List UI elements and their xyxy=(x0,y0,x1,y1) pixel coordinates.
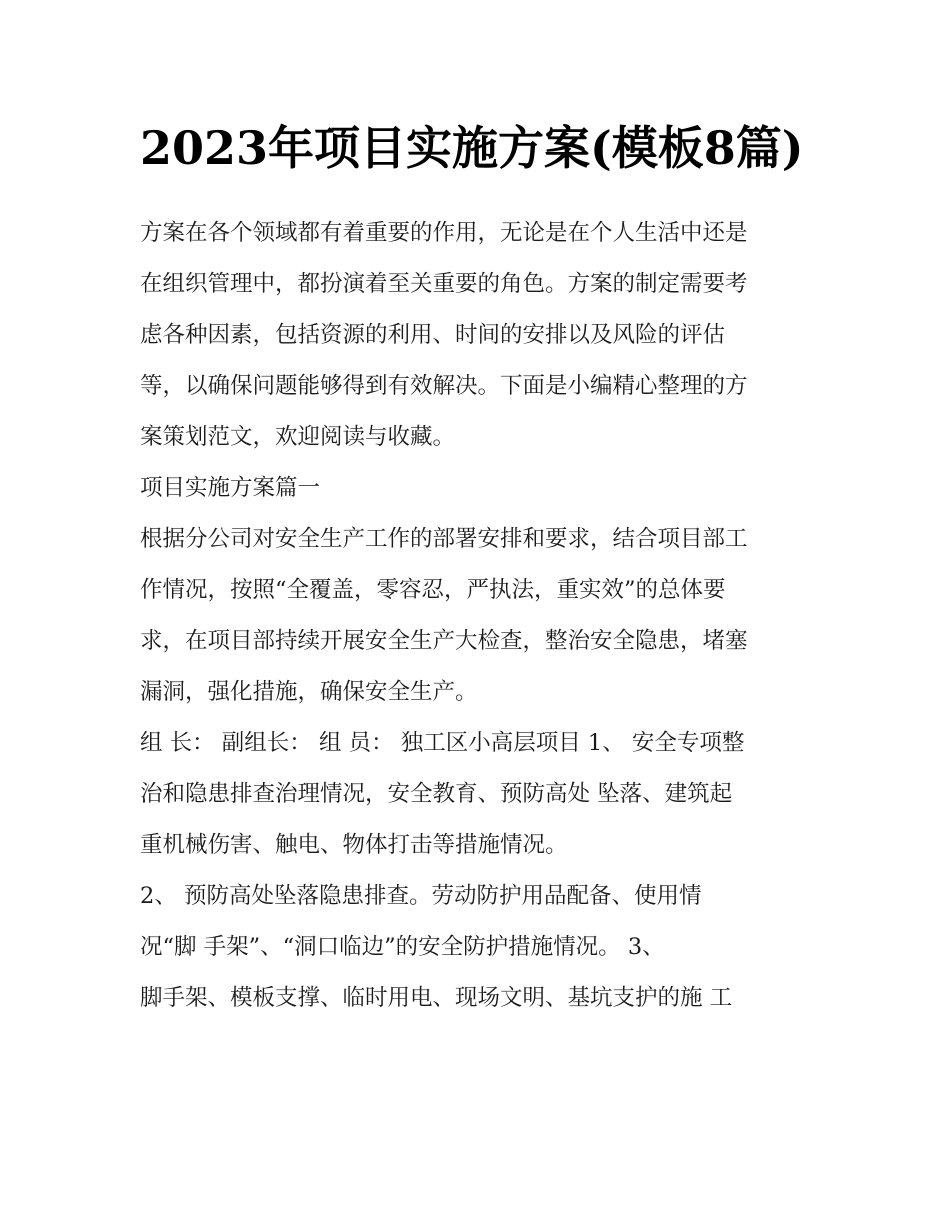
intro-line: 在组织管理中，都扮演着至关重要的角色。方案的制定需要考 xyxy=(140,271,748,297)
intro-line: 方案在各个领域都有着重要的作用，无论是在个人生活中还是 xyxy=(140,220,748,246)
paragraph-line: 治和隐患排查治理情况，安全教育、预防高处 坠落、建筑起 xyxy=(140,781,733,807)
paragraph-line: 重机械伤害、触电、物体打击等措施情况。 xyxy=(140,832,568,858)
paragraph-line: 漏洞，强化措施，确保安全生产。 xyxy=(140,679,478,705)
paragraph-2 xyxy=(140,718,820,871)
section-heading xyxy=(140,463,820,514)
paragraph-1 xyxy=(140,514,820,718)
paragraph-line: 脚手架、模板支撑、临时用电、现场文明、基坑支护的施 工 xyxy=(140,985,733,1011)
paragraph-3 xyxy=(140,871,820,1024)
paragraph-line: 求，在项目部持续开展安全生产大检查，整治安全隐患，堵塞 xyxy=(140,628,748,654)
paragraph-line: 2、 预防高处坠落隐患排查。劳动防护用品配备、使用情 xyxy=(140,883,702,909)
paragraph-line: 根据分公司对安全生产工作的部署安排和要求，结合项目部工 xyxy=(140,526,748,552)
document-title: 2023年项目实施方案(模板8篇) xyxy=(140,121,804,175)
paragraph-line: 作情况，按照“全覆盖，零容忍，严执法，重实效”的总体要 xyxy=(140,577,726,603)
section-heading-text: 项目实施方案篇一 xyxy=(140,475,321,501)
intro-line: 案策划范文，欢迎阅读与收藏。 xyxy=(140,424,456,450)
paragraph-line: 组 长： 副组长： 组 员： 独工区小高层项目 1、 安全专项整 xyxy=(140,730,745,756)
document-page xyxy=(140,108,820,1024)
paragraph-line: 况“脚 手架”、“洞口临边”的安全防护措施情况。 3、 xyxy=(140,934,665,960)
intro-line: 虑各种因素，包括资源的利用、时间的安排以及风险的评估 xyxy=(140,322,726,348)
intro-paragraph xyxy=(140,208,820,463)
intro-line: 等，以确保问题能够得到有效解决。下面是小编精心整理的方 xyxy=(140,373,748,399)
